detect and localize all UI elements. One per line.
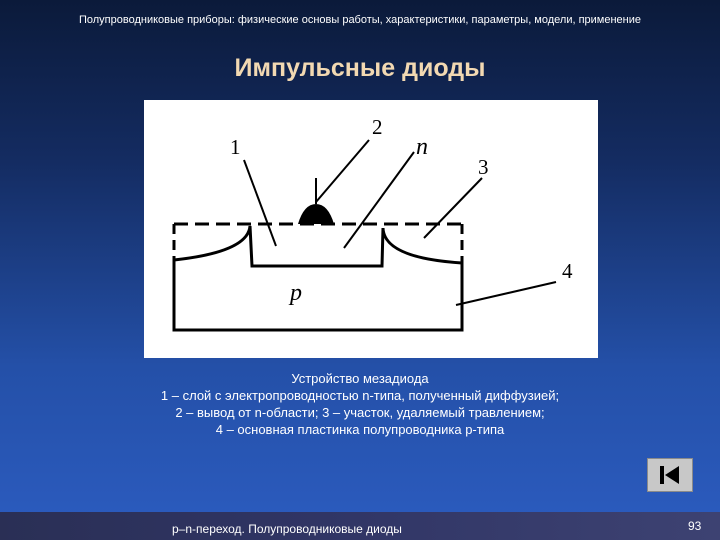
skip-back-icon <box>656 464 684 486</box>
label-p: p <box>290 280 302 306</box>
leader-2 <box>316 140 369 202</box>
page-number: 93 <box>688 519 702 533</box>
n-layer-boundary <box>174 226 462 266</box>
contact-dome <box>298 204 334 224</box>
footer-text: p–n-переход. Полупроводниковые диоды <box>172 522 402 536</box>
label-n: n <box>416 134 428 160</box>
slide-title: Импульсные диоды <box>234 54 486 82</box>
back-to-start-button[interactable] <box>647 458 693 492</box>
caption-line-2: 2 – вывод от n-области; 3 – участок, удаляемый травлением; <box>175 405 545 420</box>
caption-line-3: 4 – основная пластинка полупроводника p-типа <box>215 422 505 437</box>
caption-title: Устройство мезадиода <box>291 371 429 386</box>
leader-3 <box>424 178 482 238</box>
leader-4 <box>456 282 556 305</box>
diagram-caption <box>110 370 610 438</box>
label-2: 2 <box>372 115 383 139</box>
mesa-diode-diagram <box>144 100 598 358</box>
header-text: Полупроводниковые приборы: физические основы работы, характеристики, параметры, модели, применение <box>78 14 642 26</box>
caption-line-1: 1 – слой с электропроводностью n-типа, полученный диффузией; <box>160 388 560 403</box>
label-1: 1 <box>230 135 241 159</box>
leader-n <box>344 152 414 248</box>
label-3: 3 <box>478 155 489 179</box>
label-4: 4 <box>562 259 573 283</box>
substrate-outline <box>174 260 462 330</box>
